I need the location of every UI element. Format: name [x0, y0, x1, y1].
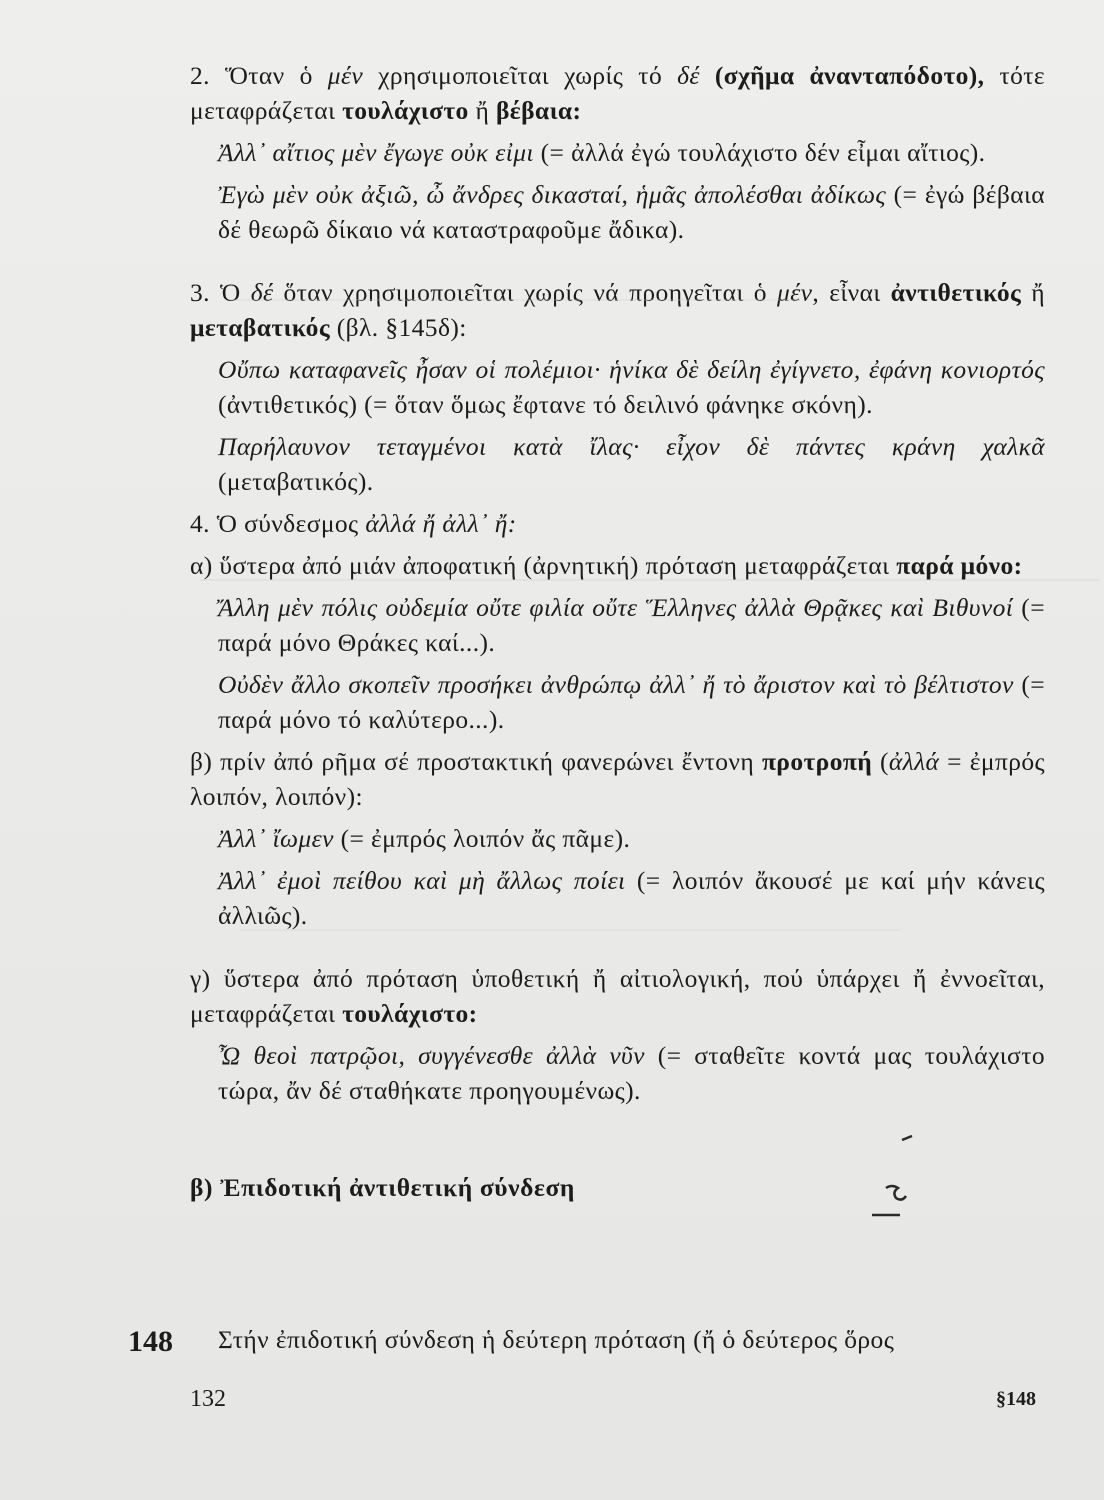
section-3: 3. Ὁ δέ ὅταν χρησιμοποιεῖται χωρίς νά προηγεῖται ὁ μέν, εἶναι ἀντιθετικός ἤ μεταβατικός (βλ. §145δ): [190, 278, 1045, 342]
example-2-2: Ἐγὼ μὲν οὐκ ἀξιῶ, ὦ ἄνδρες δικασταί, ἡμᾶς ἀπολέσθαι ἀδίκως (= ἐγώ βέβαια δέ θεωρῶ δίκαιο νά καταστραφοῦμε ἄδικα). [218, 180, 1045, 244]
subsection-heading: β) Ἐπιδοτική ἀντιθετική σύνδεση [190, 1173, 576, 1202]
section-4: 4. Ὁ σύνδεσμος ἀλλά ἤ ἀλλ᾽ ἤ: [190, 509, 517, 538]
running-section: §148 [996, 1388, 1036, 1410]
section-2: 2. Ὅταν ὁ μέν χρησιμοποιεῖται χωρίς τό δέ (σχῆμα ἀνανταπόδοτο), τότε μεταφράζεται τουλάχιστο ἤ βέβαια: [190, 61, 1046, 125]
main-text [190, 58, 1045, 1205]
example-4a-2: Οὐδὲν ἄλλο σκοπεῖν προσήκει ἀνθρώπῳ ἀλλ᾽ ἤ τὸ ἄριστον καὶ τὸ βέλτιστον (= παρά μόνο τό καλύτερο...). [218, 670, 1045, 734]
paragraph-number: 148 [128, 1325, 173, 1358]
page-number: 132 [190, 1386, 226, 1412]
section-4-a: α) ὕστερα ἀπό μιάν ἀποφατική (ἀρνητική) πρόταση μεταφράζεται παρά μόνο: [190, 551, 1023, 580]
example-3-1: Οὔπω καταφανεῖς ἦσαν οἱ πολέμιοι· ἡνίκα δὲ δείλη ἐγίγνετο, ἐφάνη κονιορτός (ἀντιθετικός) (= ὅταν ὅμως ἔφτανε τό δειλινό φάνηκε σκόνη). [218, 355, 1045, 419]
example-4a-1: Ἄλλη μὲν πόλις οὐδεμία οὔτε φιλία οὔτε Ἕλληνες ἀλλὰ Θρᾷκες καὶ Βιθυνοί (= παρά μόνο Θράκες καί...). [218, 593, 1045, 657]
example-2-1: Ἀλλ᾽ αἴτιος μὲν ἔγωγε οὐκ εἰμι (= ἀλλά ἐγώ τουλάχιστο δέν εἶμαι αἴτιος). [218, 138, 986, 167]
example-4b-2: Ἀλλ᾽ ἐμοὶ πείθου καὶ μὴ ἄλλως ποίει (= λοιπόν ἄκουσέ με καί μήν κάνεις ἀλλιῶς). [218, 866, 1045, 930]
paragraph-148-text: Στήν ἐπιδοτική σύνδεση ἡ δεύτερη πρόταση (ἤ ὁ δεύτερος ὅρος [218, 1325, 895, 1354]
section-4-c: γ) ὕστερα ἀπό πρόταση ὑποθετική ἤ αἰτιολογική, πού ὑπάρχει ἤ ἐννοεῖται, μεταφράζεται τουλάχιστο: [190, 964, 1045, 1028]
example-3-2: Παρήλαυνον τεταγμένοι κατὰ ἴλας· εἶχον δὲ πάντες κράνη χαλκᾶ (μεταβατικός). [218, 432, 1045, 496]
example-4b-1: Ἀλλ᾽ ἴωμεν (= ἐμπρός λοιπόν ἄς πᾶμε). [218, 824, 631, 853]
section-4-b: β) πρίν ἀπό ρῆμα σέ προστακτική φανερώνει ἔντονη προτροπή (ἀλλά = ἐμπρός λοιπόν, λοιπόν): [190, 747, 1045, 811]
example-4c-1: Ὦ θεοὶ πατρῷοι, συγγένεσθε ἀλλὰ νῦν (= σταθεῖτε κοντά μας τουλάχιστο τώρα, ἄν δέ σταθήκατε προηγουμένως). [218, 1041, 1045, 1105]
